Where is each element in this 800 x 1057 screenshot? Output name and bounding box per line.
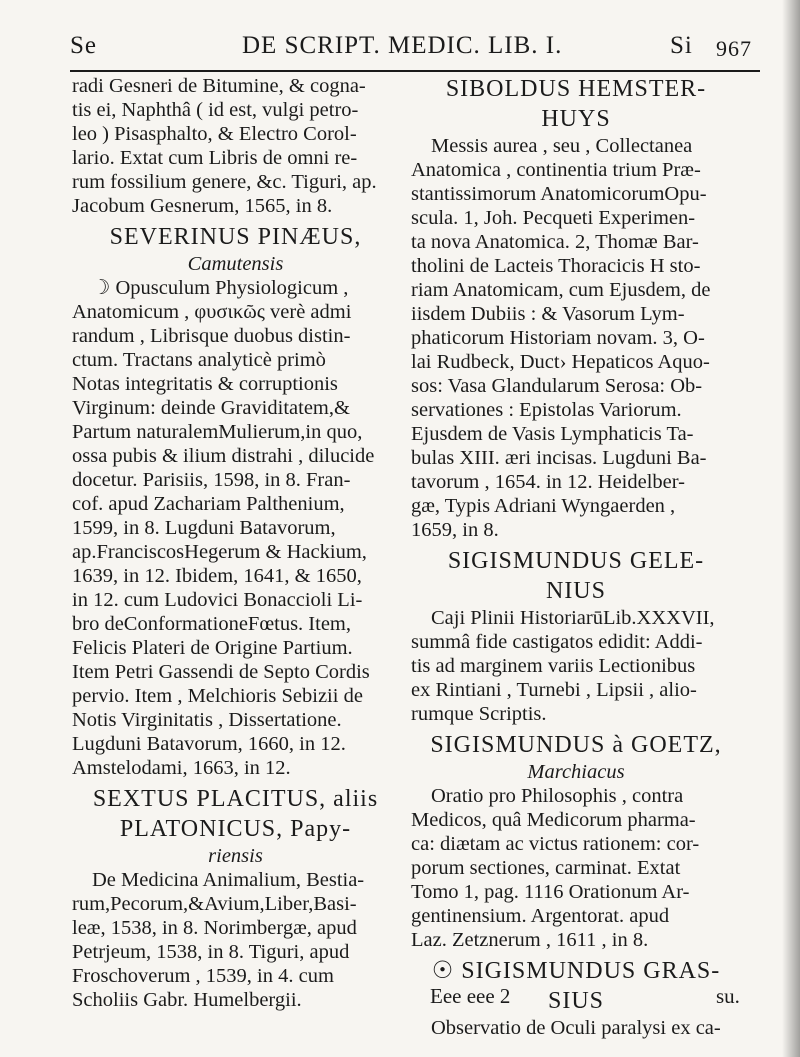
- entry-line: Anatomica , continentia trium Præ-: [411, 159, 701, 181]
- intro-line: rum fossilium genere, &c. Tiguri, ap.: [72, 171, 377, 193]
- running-head: [70, 30, 760, 66]
- left-column: [72, 74, 399, 1012]
- entry-line: randum , Librisque duobus distin-: [72, 325, 351, 347]
- entry-line: Medicos, quâ Medicorum pharma-: [411, 809, 696, 831]
- entry-line: servationes : Epistolas Variorum.: [411, 399, 682, 421]
- right-page-marker: Si: [670, 32, 693, 59]
- entry-title: SIUS: [547, 988, 605, 1014]
- entry-line: tholini de Lacteis Thoracicis H sto-: [411, 255, 701, 277]
- entry-title: PLATONICUS, Papy-: [119, 816, 352, 842]
- entry-line: 1659, in 8.: [411, 519, 499, 541]
- entry-line: phaticorum Historiam novam. 3, O-: [411, 327, 705, 349]
- entry-line: Felicis Plateri de Origine Partium.: [72, 637, 353, 659]
- entry-line: Virginum: deinde Graviditatem,&: [72, 397, 350, 419]
- entry-line: Observatio de Oculi paralysi ex ca-: [431, 1017, 721, 1039]
- entry-line: rumque Scriptis.: [411, 703, 547, 725]
- entry-line: Tomo 1, pag. 1116 Orationum Ar-: [411, 881, 690, 903]
- header-rule: [70, 70, 760, 72]
- entry-line: Oratio pro Philosophis , contra: [431, 785, 684, 807]
- entry-line: summâ fide castigatos edidit: Addi-: [411, 631, 703, 653]
- entry-line: ☽ Opusculum Physiologicum ,: [92, 277, 349, 299]
- entry-subtitle: riensis: [208, 845, 263, 867]
- intro-line: leo ) Pisasphalto, & Electro Corol-: [72, 123, 357, 145]
- entry-line: gæ, Typis Adriani Wyngaerden ,: [411, 495, 676, 517]
- entry-subtitle: Marchiacus: [527, 761, 625, 783]
- intro-line: lario. Extat cum Libris de omni re-: [72, 147, 358, 169]
- intro-line: radi Gesneri de Bitumine, & cogna-: [72, 75, 366, 97]
- page-edge-shadow: [782, 0, 800, 1057]
- page-number: 967: [716, 36, 752, 61]
- entry-line: in 12. cum Ludovici Bonaccioli Li-: [72, 589, 363, 611]
- entry: [411, 546, 741, 726]
- entry-subtitle: Camutensis: [187, 253, 284, 275]
- entry-line: docetur. Parisiis, 1598, in 8. Fran-: [72, 469, 351, 491]
- entry-title: SEXTUS PLACITUS, aliis: [92, 786, 379, 812]
- entry-line: tis ad marginem variis Lectionibus: [411, 655, 696, 677]
- catchword: su.: [716, 984, 740, 1008]
- entry-line: 1639, in 12. Ibidem, 1641, & 1650,: [72, 565, 362, 587]
- entry-line: lai Rudbeck, Duct› Hepaticos Aquo-: [411, 351, 710, 373]
- right-column: [411, 74, 741, 1040]
- entry-line: Ejusdem de Vasis Lymphaticis Ta-: [411, 423, 694, 445]
- entry-line: 1599, in 8. Lugduni Batavorum,: [72, 517, 336, 539]
- entry-line: cof. apud Zachariam Palthenium,: [72, 493, 345, 515]
- entry-line: Lugduni Batavorum, 1660, in 12.: [72, 733, 346, 755]
- entry-line: ta nova Anatomica. 2, Thomæ Bar-: [411, 231, 699, 253]
- running-title: DE SCRIPT. MEDIC. LIB. I.: [242, 32, 563, 59]
- entry-line: Amstelodami, 1663, in 12.: [72, 757, 291, 779]
- entry-line: ap.FranciscosHegerum & Hackium,: [72, 541, 367, 563]
- entry: [72, 222, 399, 780]
- entry-title: SIBOLDUS HEMSTER-: [445, 76, 707, 102]
- entry-line: rum,Pecorum,&Avium,Liber,Basi-: [72, 893, 357, 915]
- entry-line: porum sectiones, carminat. Extat: [411, 857, 681, 879]
- entry-line: Scholiis Gabr. Humelbergii.: [72, 989, 302, 1011]
- entry-line: Anatomicum , φυσικῶς verè admi: [72, 301, 352, 323]
- entry-line: scula. 1, Joh. Pecqueti Experimen-: [411, 207, 696, 229]
- intro-line: Jacobum Gesnerum, 1565, in 8.: [72, 195, 333, 217]
- signature-mark: Eee eee 2: [430, 984, 511, 1008]
- entry-line: pervio. Item , Melchioris Sebizii de: [72, 685, 363, 707]
- entry-line: iisdem Dubiis : & Vasorum Lym-: [411, 303, 685, 325]
- entry-line: Laz. Zetznerum , 1611 , in 8.: [411, 929, 649, 951]
- entry-line: Froschoverum , 1539, in 4. cum: [72, 965, 334, 987]
- entry: [72, 784, 399, 1012]
- entry-line: gentinensium. Argentorat. apud: [411, 905, 670, 927]
- entry-line: stantissimorum AnatomicorumOpu-: [411, 183, 707, 205]
- entry-line: Notas integritatis & corruptionis: [72, 373, 338, 395]
- entry-line: riam Anatomicam, cum Ejusdem, de: [411, 279, 711, 301]
- entry-title: NIUS: [545, 578, 606, 604]
- entry-line: ctum. Tractans analyticè primò: [72, 349, 326, 371]
- entry-title: SIGISMUNDUS GELE-: [447, 548, 705, 574]
- entry-line: ca: diætam ac victus rationem: cor-: [411, 833, 700, 855]
- entry-title: ☉ SIGISMUNDUS GRAS-: [431, 958, 721, 984]
- entry-line: De Medicina Animalium, Bestia-: [92, 869, 365, 891]
- entry-line: ossa pubis & ilium distrahi , dilucide: [72, 445, 375, 467]
- entry-line: ex Rintiani , Turnebi , Lipsii , alio-: [411, 679, 697, 701]
- entry-line: sos: Vasa Glandularum Serosa: Ob-: [411, 375, 703, 397]
- entry-line: Item Petri Gassendi de Septo Cordis: [72, 661, 370, 683]
- entry-title: HUYS: [541, 106, 611, 132]
- left-page-marker: Se: [70, 32, 97, 59]
- entry-title: SEVERINUS PINÆUS,: [109, 224, 362, 250]
- entry-line: Notis Virginitatis , Dissertatione.: [72, 709, 342, 731]
- entry: [411, 74, 741, 542]
- entry-line: Partum naturalemMulierum,in quo,: [72, 421, 363, 443]
- entry-line: bulas XIII. æri incisas. Lugduni Ba-: [411, 447, 707, 469]
- entry-line: leæ, 1538, in 8. Norimbergæ, apud: [72, 917, 357, 939]
- entry-line: Messis aurea , seu , Collectanea: [431, 135, 693, 157]
- entry-line: Caji Plinii HistoriarūLib.XXXVII,: [431, 607, 715, 629]
- entry-title: SIGISMUNDUS à GOETZ,: [430, 732, 722, 758]
- entry-line: tavorum , 1654. in 12. Heidelber-: [411, 471, 685, 493]
- intro-line: tis ei, Naphthâ ( id est, vulgi petro-: [72, 99, 359, 121]
- entry: [411, 730, 741, 952]
- entry-line: Petrjeum, 1538, in 8. Tiguri, apud: [72, 941, 350, 963]
- entry-line: bro deConformationeFœtus. Item,: [72, 613, 351, 635]
